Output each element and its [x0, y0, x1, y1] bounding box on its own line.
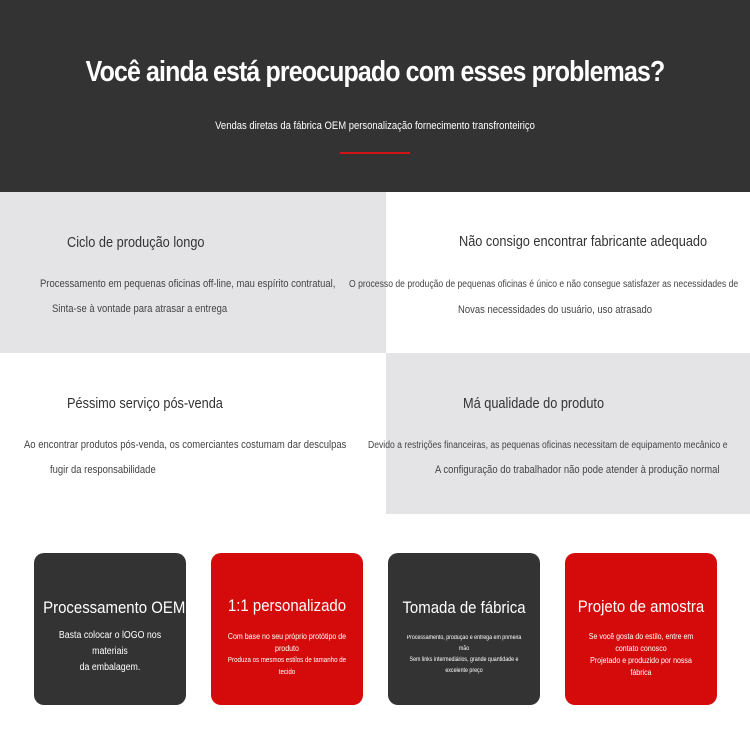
problem-title: Péssimo serviço pós-venda	[67, 395, 223, 412]
problem-title: Ciclo de produção longo	[67, 234, 205, 251]
problem-text-line-1: O processo de produção de pequenas oficinas é único e não consegue satisfazer as necessidades de	[349, 279, 739, 290]
service-card-desc-line-2: Sem links intermediários, grande quantidade e excelente preço	[409, 657, 519, 674]
service-card-desc-line-2: Produza os mesmos estilos de tamanho de tecido	[227, 657, 347, 676]
service-card-title: Tomada de fábrica	[402, 598, 526, 617]
service-card-desc-line-1: Processamento, produção e entrega em primeira mão	[406, 635, 522, 652]
problem-card-quality	[368, 353, 750, 514]
problem-text-line-1: Processamento em pequenas oficinas off-line, mau espírito contratual,	[40, 278, 336, 290]
service-card-sample[interactable]	[565, 553, 717, 705]
service-card-desc-line-2: da embalagem.	[79, 662, 141, 673]
service-card-desc	[50, 628, 170, 676]
problem-text-line-1: Ao encontrar produtos pós-venda, os comerciantes costumam dar desculpas	[24, 439, 347, 451]
problem-card-long-cycle	[0, 192, 386, 353]
title-underline	[340, 152, 410, 154]
problem-text-line-1: Devido a restrições financeiras, as pequenas oficinas necessitam de equipamento mecânico e	[368, 440, 728, 451]
service-card-factory[interactable]	[388, 553, 540, 705]
problem-text-line-2: Sinta-se à vontade para atrasar a entrega	[52, 303, 228, 315]
problem-card-manufacturer	[349, 192, 750, 353]
service-card-title: Processamento OEM	[43, 598, 186, 617]
problem-card-after-sales	[0, 353, 386, 514]
page-title: Você ainda está preocupado com esses problemas?	[85, 56, 665, 88]
service-card-desc	[581, 631, 701, 679]
service-card-desc-line-1: Se você gosta do estilo, entre em contato conosco	[588, 632, 694, 653]
problem-title: Má qualidade do produto	[463, 395, 605, 412]
service-card-title: Projeto de amostra	[577, 597, 705, 616]
service-card-desc	[227, 631, 347, 679]
page-subtitle: Vendas diretas da fábrica OEM personalização fornecimento transfronteiriço	[215, 120, 535, 132]
service-card-title: 1:1 personalizado	[227, 596, 347, 615]
service-card-desc-line-2: Projetado e produzido por nossa fábrica	[590, 656, 692, 677]
service-card-custom[interactable]	[211, 553, 363, 705]
service-card-oem[interactable]	[34, 553, 186, 705]
service-card-desc-line-1: Com base no seu próprio protótipo de produto	[227, 632, 347, 653]
problem-title: Não consigo encontrar fabricante adequado	[459, 233, 708, 250]
problem-text-line-2: A configuração do trabalhador não pode atender à produção normal	[435, 464, 720, 476]
problem-text-line-2: fugir da responsabilidade	[50, 464, 156, 476]
hero-section	[0, 0, 750, 192]
problem-text-line-2: Novas necessidades do usuário, uso atrasado	[458, 304, 653, 316]
service-card-desc-line-1: Basta colocar o lOGO nos materiais	[58, 630, 162, 657]
service-card-desc	[404, 633, 524, 677]
